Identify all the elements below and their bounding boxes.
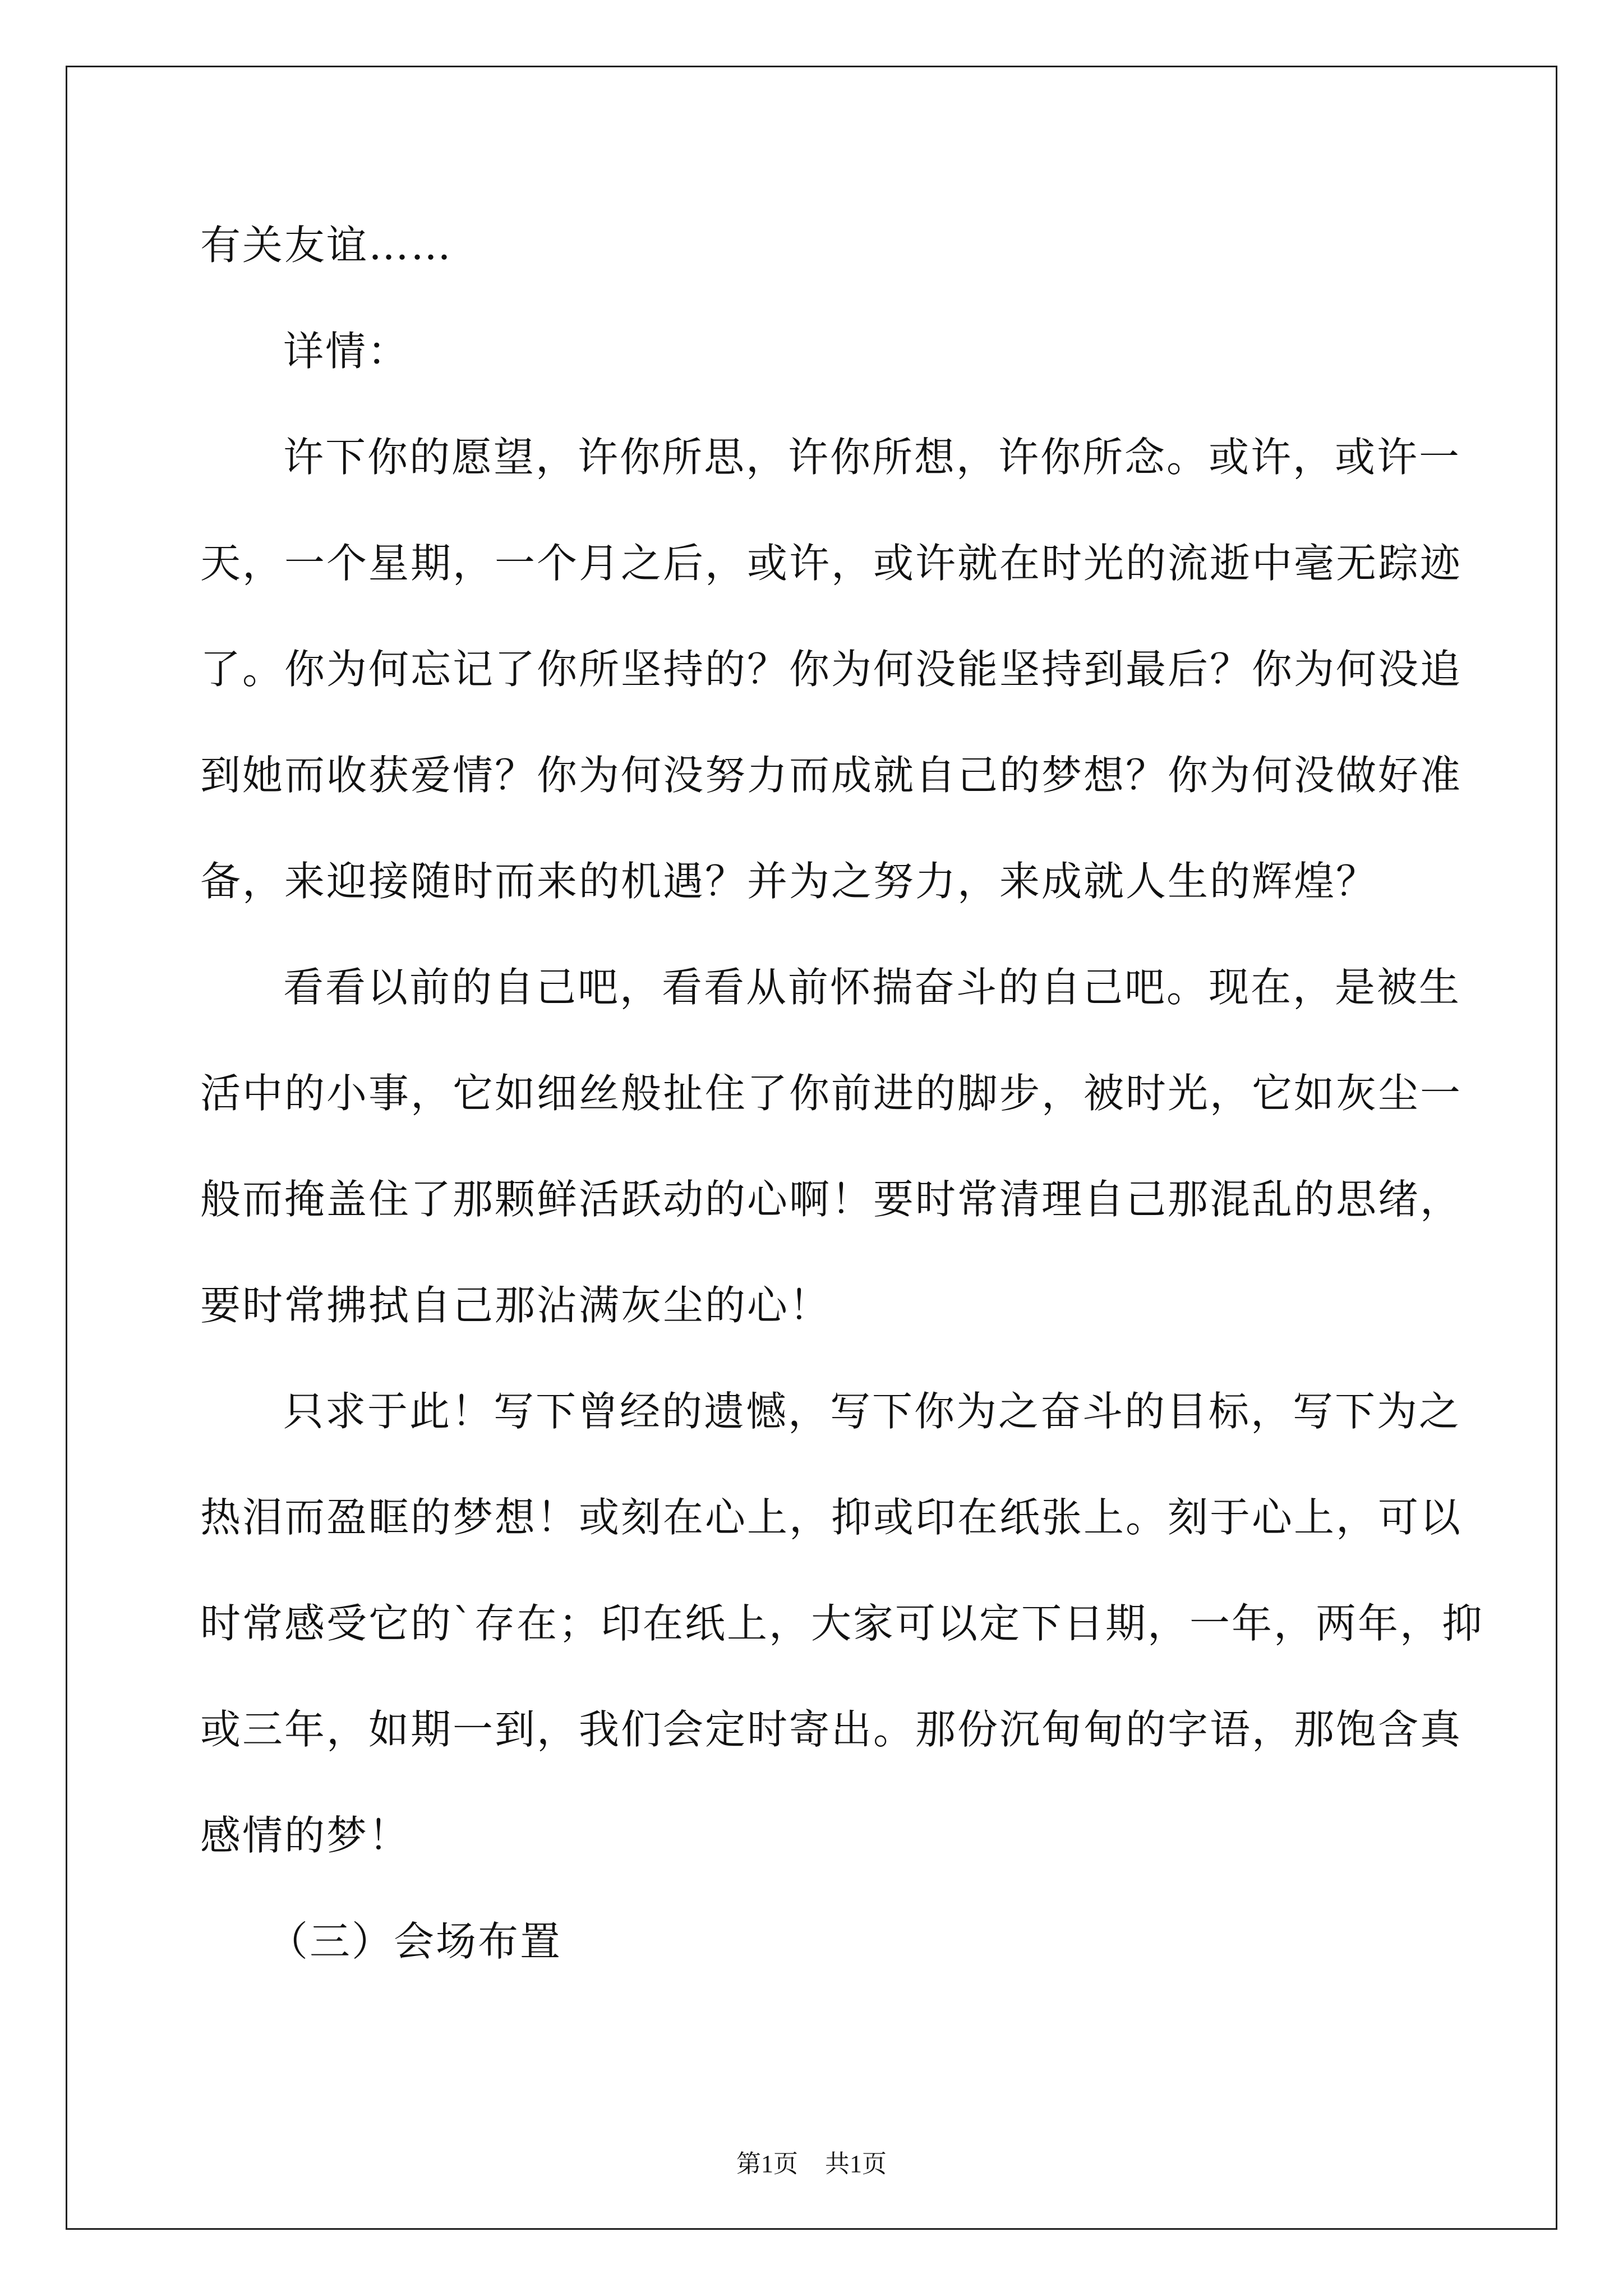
text-line: 许下你的愿望，许你所思，许你所想，许你所念。或许，或许一: [283, 434, 1461, 481]
text-line: 了。你为何忘记了你所坚持的？你为何没能坚持到最后？你为何没追: [200, 646, 1463, 693]
text-line: 时常感受它的`存在；印在纸上，大家可以定下日期，一年，两年，抑: [200, 1600, 1484, 1647]
document-body: [200, 219, 1484, 1968]
text-line: 活中的小事，它如细丝般扯住了你前进的脚步，被时光，它如灰尘一: [200, 1070, 1463, 1117]
text-line: 看看以前的自己吧，看看从前怀揣奋斗的自己吧。现在，是被生: [283, 964, 1461, 1011]
text-line: 到她而收获爱情？你为何没努力而成就自己的梦想？你为何没做好准: [200, 752, 1463, 799]
text-line: 详情：: [283, 328, 410, 375]
text-line: 或三年，如期一到，我们会定时寄出。那份沉甸甸的字语，那饱含真: [200, 1706, 1463, 1753]
text-line: 有关友谊……: [200, 222, 453, 269]
text-line: 般而掩盖住了那颗鲜活跃动的心啊！要时常清理自己那混乱的思绪，: [200, 1176, 1463, 1223]
text-line: 天，一个星期，一个月之后，或许，或许就在时光的流逝中毫无踪迹: [200, 540, 1463, 587]
text-line: 备，来迎接随时而来的机遇？并为之努力，来成就人生的辉煌？: [200, 858, 1378, 905]
page-number-current: 第1页: [736, 2150, 798, 2178]
page-number-total: 共1页: [825, 2150, 887, 2178]
text-line: 热泪而盈眶的梦想！或刻在心上，抑或印在纸张上。刻于心上，可以: [200, 1494, 1463, 1541]
text-line: 感情的梦！: [200, 1812, 411, 1859]
text-line: 要时常拂拭自己那沾满灰尘的心！: [200, 1282, 832, 1329]
page-footer: [0, 2147, 1623, 2181]
section-heading: （三）会场布置: [268, 1918, 562, 1965]
text-line: 只求于此！写下曾经的遗憾，写下你为之奋斗的目标，写下为之: [283, 1388, 1461, 1435]
